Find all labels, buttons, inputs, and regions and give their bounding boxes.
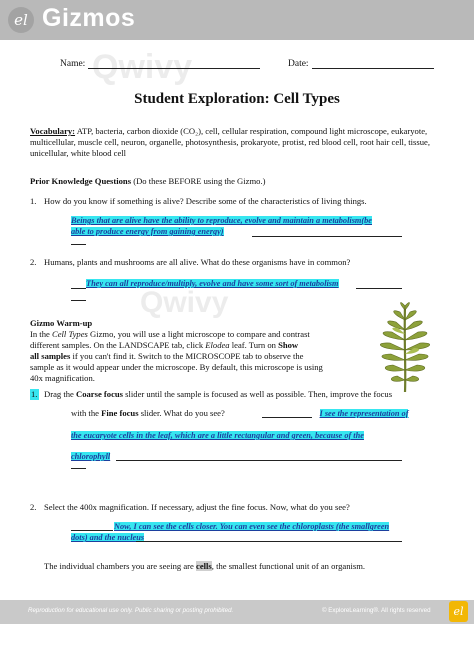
- prior-q2-number: 2.: [30, 257, 37, 267]
- watermark-middle: Qwivy: [140, 286, 229, 319]
- warmup-q1-line2: with the Fine focus slider. What do you see?: [71, 408, 225, 418]
- footer-copyright: © ExploreLearning®. All rights reserved: [322, 607, 431, 614]
- warmup-a2-line1: Now, I can see the cells closer. You can even see the chloroplasts (the smallgreen: [114, 522, 390, 531]
- date-label: Date:: [288, 59, 309, 69]
- warmup-q1-line1: Drag the Coarse focus slider until the sample is focused as well as possible. Then, improve the focus: [44, 389, 393, 399]
- vocabulary-text: ATP, bacteria, carbon dioxide (CO₂), cell, cellular respiration, compound light microscope, eukaryote, multicellular, muscle cell, neuron, organelle, photosynthesis, prokaryote, protist, red blood cell, root hair cell, tissue, unicellular, white blood cell: [30, 126, 430, 159]
- warmup-q2-text: Select the 400x magnification. If necessary, adjust the fine focus. Now, what do you see?: [44, 502, 350, 512]
- warmup-a2-lead-rule: [71, 530, 113, 531]
- prior-a2-rule: [356, 288, 402, 289]
- warmup-a1-lead-rule: [262, 417, 312, 418]
- page-title: Student Exploration: Cell Types: [134, 91, 340, 107]
- warmup-line3: all samples if you can't find it. Switch to the MICROSCOPE tab to observe the: [30, 351, 304, 361]
- watermark-top: Qwivy: [92, 48, 193, 86]
- date-field-line[interactable]: [312, 58, 434, 69]
- prior-a2-tail-rule: [71, 300, 86, 301]
- closing-sentence: The individual chambers you are seeing are cells, the smallest functional unit of an organism.: [44, 561, 366, 571]
- prior-q2-text: Humans, plants and mushrooms are all alive. What do these organisms have in common?: [44, 257, 351, 267]
- warmup-a1-line3: chlorophyll: [71, 452, 111, 461]
- explorelearning-badge-icon: el: [449, 601, 468, 622]
- warmup-a1-line2: the eucaryote cells in the leaf, which are a little rectangular and green, because of the: [71, 431, 364, 440]
- name-field-line[interactable]: [88, 58, 260, 69]
- prior-knowledge-note: (Do these BEFORE using the Gizmo.): [133, 176, 266, 186]
- warmup-a1-rule: [116, 460, 402, 461]
- warmup-a2-rule: [136, 541, 402, 542]
- warmup-line5: 40x magnification.: [30, 373, 95, 383]
- cells-term: cells: [196, 561, 212, 571]
- warmup-q1-number: 1.: [31, 389, 38, 399]
- prior-a2-lead-rule: [71, 288, 86, 289]
- warmup-a2-line2: dots) and the nucleus: [71, 533, 145, 542]
- warmup-a1-line1: I see the representation of: [319, 409, 409, 418]
- warmup-a1-tail-rule: [71, 468, 86, 469]
- prior-knowledge-heading: Prior Knowledge Questions: [30, 176, 132, 186]
- warmup-line2: different samples. On the LANDSCAPE tab, click Elodea leaf. Turn on Show: [30, 340, 299, 350]
- vocabulary-label: Vocabulary:: [30, 126, 76, 136]
- prior-a1-tail-rule: [71, 244, 86, 245]
- elodea-plant-image: [362, 298, 448, 394]
- vocabulary-block: [30, 126, 442, 160]
- warmup-q2-number: 2.: [30, 502, 37, 512]
- warmup-line1: In the Cell Types Gizmo, you will use a light microscope to compare and contrast: [30, 329, 310, 339]
- warmup-line4: sample as it would appear under the microscope. By default, this microscope is using: [30, 362, 323, 372]
- prior-a1-line2: able to produce energy from gaining energy): [71, 227, 224, 236]
- prior-q1-number: 1.: [30, 196, 37, 206]
- prior-q1-text: How do you know if something is alive? Describe some of the characteristics of living things.: [44, 196, 367, 206]
- prior-a1-line1: Beings that are alive have the ability to reproduce, evolve and maintain a metabolism(be: [71, 216, 372, 225]
- prior-a2: They can all reproduce/multiply, evolve and have some sort of metabolism: [86, 279, 339, 288]
- gizmos-brand-title: Gizmos: [42, 4, 136, 32]
- name-label: Name:: [60, 59, 86, 69]
- footer-reproduction-note: Reproduction for educational use only. Public sharing or posting prohibited.: [28, 607, 234, 614]
- prior-a1-rule: [252, 236, 402, 237]
- prior-knowledge-heading-line: [30, 176, 450, 187]
- explorelearning-logo-icon: el: [8, 7, 34, 33]
- warmup-heading: Gizmo Warm-up: [30, 318, 93, 328]
